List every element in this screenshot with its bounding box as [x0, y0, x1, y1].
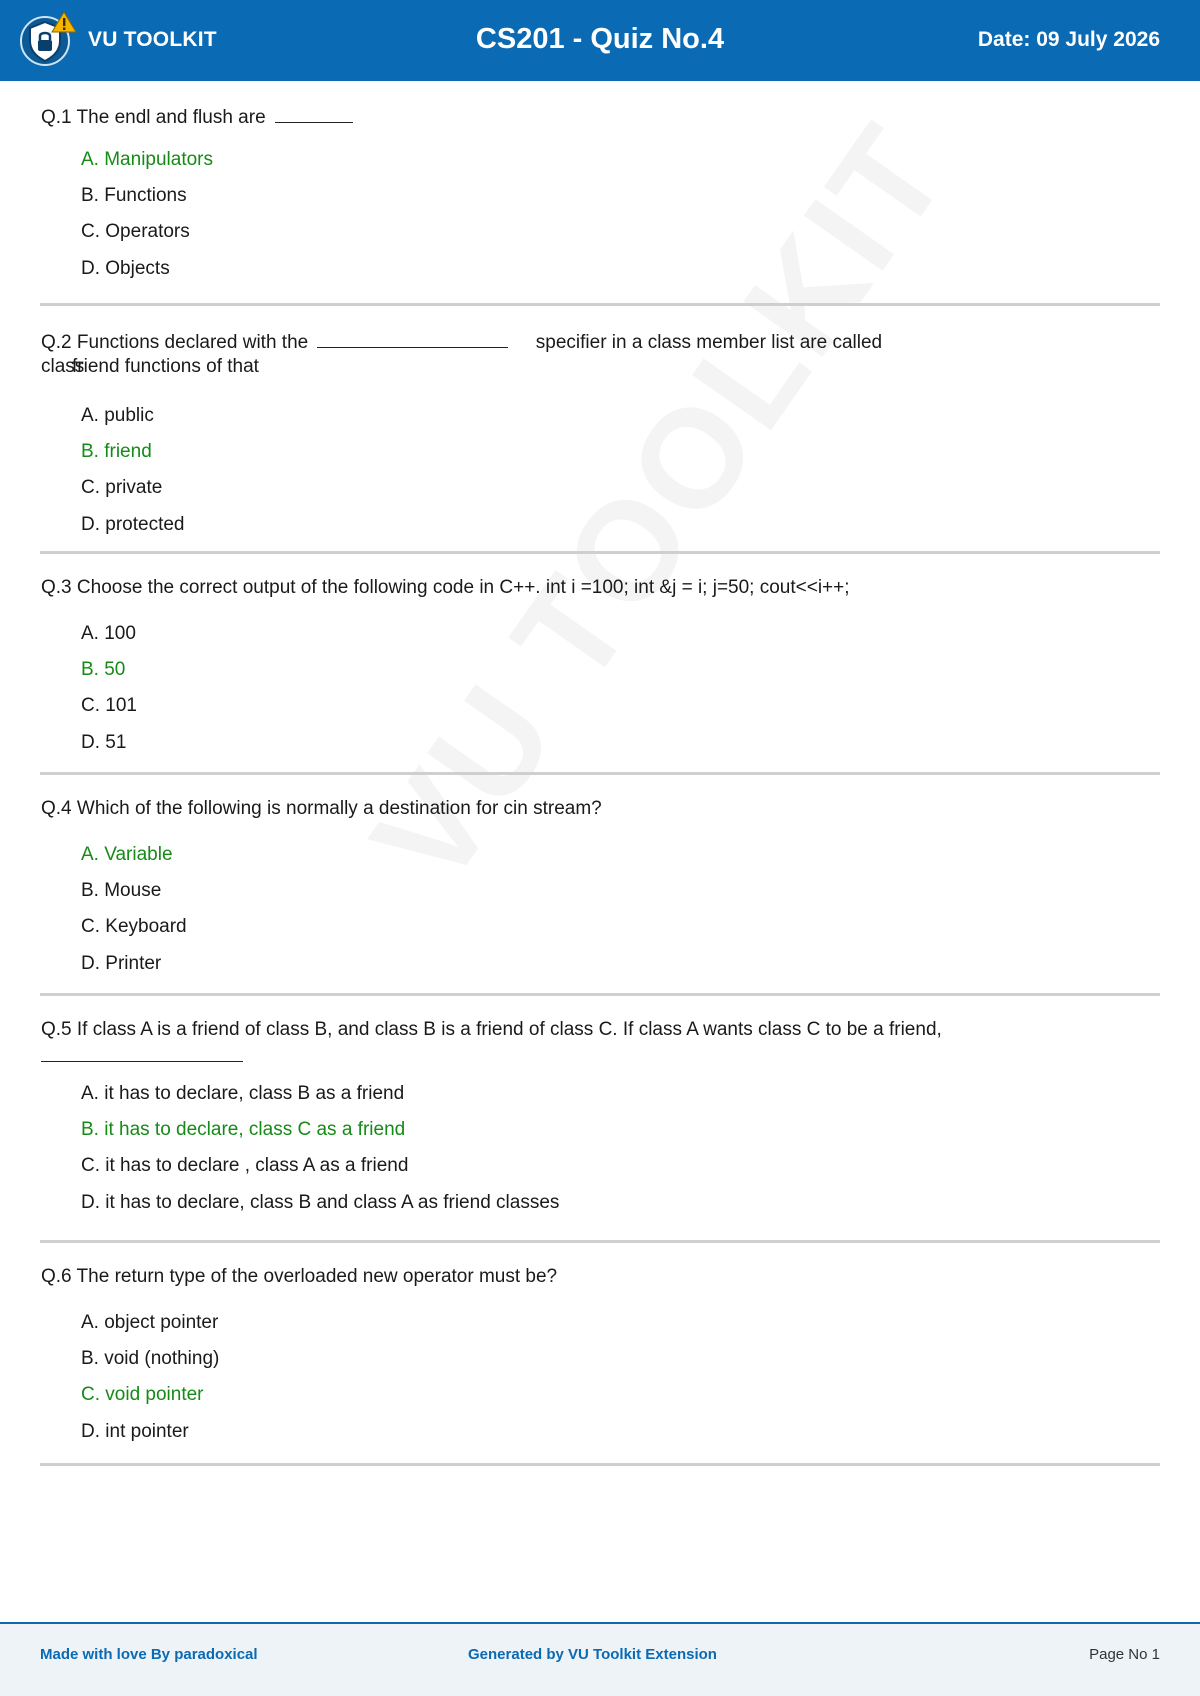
shield-lock-warning-icon [20, 10, 80, 70]
option-a[interactable]: A. object pointer [81, 1312, 219, 1333]
option-list [40, 622, 1160, 767]
option-list [40, 404, 1160, 549]
option-c[interactable]: C. it has to declare , class A as a friend [81, 1155, 409, 1177]
option-d[interactable]: D. 51 [81, 731, 127, 753]
brand [20, 10, 217, 70]
question-1-text: Q.1 The endl and flush are [41, 107, 266, 128]
question-5-text: Q.5 If class A is a friend of class B, and class B is a friend of class C. If class A wants class C to be a friend, [41, 1019, 942, 1040]
option-a[interactable]: A. Variable [81, 844, 173, 865]
answer-blank [275, 107, 353, 123]
header-bar [0, 0, 1200, 81]
question-1 [40, 98, 1160, 306]
option-d[interactable]: D. Objects [81, 257, 170, 279]
question-6 [40, 1243, 1160, 1466]
option-d[interactable]: D. protected [81, 513, 185, 535]
option-b[interactable]: B. 50 [81, 659, 126, 681]
question-2-text-class: class [41, 356, 85, 377]
question-2-text-start: Q.2 Functions declared with the [41, 332, 309, 353]
question-text [40, 1243, 1160, 1289]
option-b[interactable]: B. void (nothing) [81, 1348, 220, 1370]
question-text [40, 775, 1160, 821]
option-list [40, 148, 1160, 293]
option-a[interactable]: A. Manipulators [81, 149, 214, 170]
question-4-text: Q.4 Which of the following is normally a destination for cin stream? [41, 798, 602, 819]
page-number: Page No 1 [1089, 1646, 1160, 1663]
option-list [40, 1082, 1160, 1227]
question-2 [40, 306, 1160, 554]
quiz-date: Date: 09 July 2026 [977, 28, 1160, 51]
option-b[interactable]: B. friend [81, 441, 152, 463]
footer-bar [0, 1622, 1200, 1696]
question-list [40, 98, 1160, 1466]
option-c[interactable]: C. void pointer [81, 1384, 204, 1406]
question-text [40, 996, 1160, 1062]
option-a[interactable]: A. it has to declare, class B as a friend [81, 1083, 405, 1104]
option-b[interactable]: B. Functions [81, 185, 187, 207]
question-5 [40, 996, 1160, 1243]
question-3 [40, 554, 1160, 775]
option-d[interactable]: D. Printer [81, 952, 162, 974]
footer-generator: Generated by VU Toolkit Extension [468, 1646, 717, 1663]
question-6-text: Q.6 The return type of the overloaded new operator must be? [41, 1266, 558, 1287]
question-2-text-end: specifier in a class member list are called [535, 332, 883, 353]
option-a[interactable]: A. 100 [81, 623, 136, 644]
option-c[interactable]: C. Operators [81, 221, 190, 243]
option-d[interactable]: D. it has to declare, class B and class A as friend classes [81, 1191, 560, 1213]
question-text [40, 98, 1160, 130]
option-list [40, 1311, 1160, 1456]
option-list [40, 843, 1160, 988]
option-d[interactable]: D. int pointer [81, 1420, 189, 1442]
quiz-title: CS201 - Quiz No.4 [475, 23, 725, 55]
question-4 [40, 775, 1160, 996]
option-c[interactable]: C. 101 [81, 695, 137, 717]
option-c[interactable]: C. Keyboard [81, 916, 187, 938]
question-text [40, 554, 1160, 600]
answer-blank [41, 1042, 243, 1062]
option-b[interactable]: B. Mouse [81, 880, 162, 902]
question-2-text-tail: friend functions of that [72, 356, 259, 377]
footer-credit: Made with love By paradoxical [40, 1646, 258, 1663]
answer-blank [317, 332, 508, 348]
question-text [40, 306, 1160, 355]
question-3-text: Q.3 Choose the correct output of the following code in C++. int i =100; int &j = i; j=50; cout<<i++; [41, 577, 850, 598]
question-text-line-2 [40, 355, 1160, 379]
brand-name: VU TOOLKIT [88, 28, 217, 51]
option-c[interactable]: C. private [81, 477, 163, 499]
option-b[interactable]: B. it has to declare, class C as a friend [81, 1119, 406, 1141]
option-a[interactable]: A. public [81, 405, 154, 426]
